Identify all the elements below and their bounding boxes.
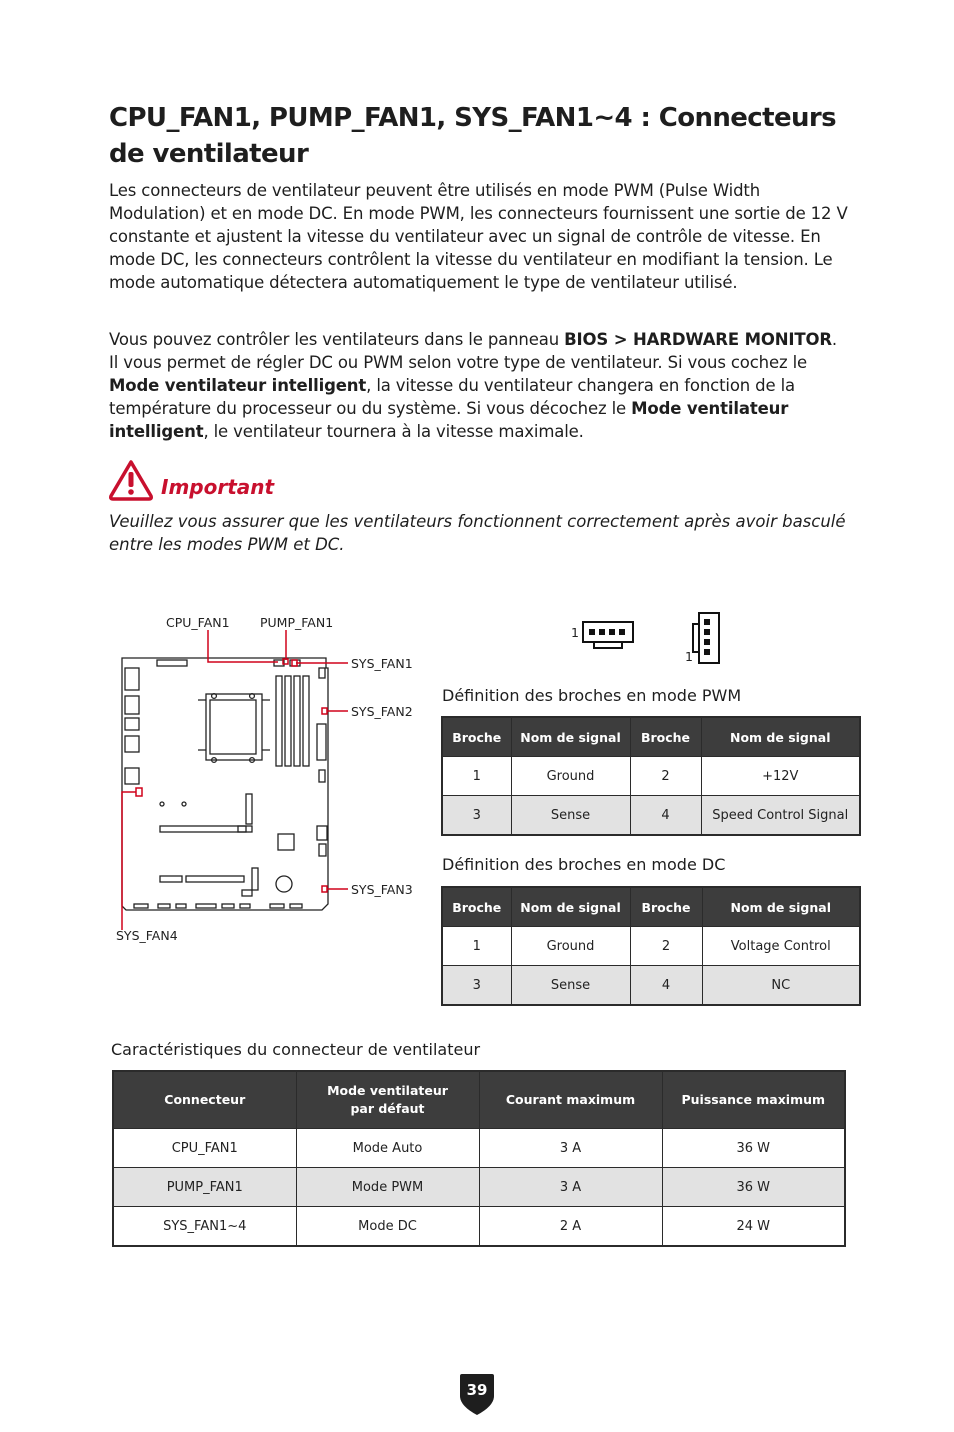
table-cell: 3 A: [479, 1168, 662, 1207]
page-number-badge: [458, 1372, 496, 1416]
page-number: 39: [466, 1381, 488, 1399]
table-cell: PUMP_FAN1: [113, 1168, 296, 1207]
table-cell: 2 A: [479, 1207, 662, 1247]
table-cell: Ground: [511, 757, 630, 796]
pwm-caption: Définition des broches en mode PWM: [442, 686, 742, 705]
table-cell: Voltage Control: [702, 927, 860, 966]
table-cell: CPU_FAN1: [113, 1129, 296, 1168]
table-row: [442, 927, 860, 966]
table-cell: Ground: [511, 927, 630, 966]
table-cell: 4: [630, 966, 702, 1006]
column-header: Broche: [442, 717, 511, 757]
column-header: Puissance maximum: [662, 1071, 845, 1129]
connector-vertical-icon: [692, 612, 722, 666]
column-header: Mode ventilateur par défaut: [296, 1071, 479, 1129]
table-cell: 4: [630, 796, 701, 836]
label-sys-fan2: SYS_FAN2: [351, 704, 413, 719]
label-cpu-fan1: CPU_FAN1: [166, 615, 230, 630]
label-sys-fan4: SYS_FAN4: [116, 928, 178, 943]
table-cell: 1: [442, 757, 511, 796]
table-cell: 1: [442, 927, 511, 966]
text-run: , le ventilateur tournera à la vitesse maximale.: [203, 422, 584, 441]
label-sys-fan1: SYS_FAN1: [351, 656, 413, 671]
column-header: Nom de signal: [511, 887, 630, 927]
smart-fan-mode: Mode ventilateur intelligent: [109, 399, 789, 441]
column-header: Broche: [630, 887, 702, 927]
pin1-marker-horizontal: 1: [571, 625, 579, 640]
spec-caption: Caractéristiques du connecteur de ventilateur: [111, 1040, 481, 1059]
table-row: [442, 796, 860, 836]
table-row: [113, 1207, 845, 1247]
table-cell: 3 A: [479, 1129, 662, 1168]
table-cell: Mode DC: [296, 1207, 479, 1247]
pin1-marker-vertical: 1: [685, 649, 693, 664]
column-header: Nom de signal: [702, 887, 860, 927]
table-row: [442, 966, 860, 1006]
warning-icon: [108, 458, 154, 502]
column-header: Nom de signal: [511, 717, 630, 757]
table-cell: 3: [442, 966, 511, 1006]
intro-paragraph: Les connecteurs de ventilateur peuvent être utilisés en mode PWM (Pulse Width Modulation) et en mode DC. En mode PWM, les connecteurs fournissent une sortie de 12 V constante et ajustent la vitesse du ventilateur avec un signal de contrôle de vitesse. En mode DC, les connecteurs contrôlent la vitesse du ventilateur en modifiant la tension. Le mode automatique détectera automatiquement le type de ventilateur utilisé.: [109, 181, 848, 292]
column-header: Courant maximum: [479, 1071, 662, 1129]
table-cell: SYS_FAN1~4: [113, 1207, 296, 1247]
table-cell: 3: [442, 796, 511, 836]
bios-path: BIOS > HARDWARE MONITOR: [564, 330, 832, 349]
dc-caption: Définition des broches en mode DC: [442, 855, 726, 874]
dc-pin-table: [441, 886, 861, 1006]
text-run: Vous pouvez contrôler les ventilateurs dans le panneau: [109, 330, 565, 349]
connector-horizontal-icon: [582, 621, 636, 651]
table-cell: 2: [630, 757, 701, 796]
column-header: Nom de signal: [701, 717, 860, 757]
important-heading: Important: [161, 475, 275, 499]
column-header: Connecteur: [113, 1071, 296, 1129]
important-note: Veuillez vous assurer que les ventilateurs fonctionnent correctement après avoir basculé entre les modes PWM et DC.: [109, 512, 846, 554]
table-cell: +12V: [701, 757, 860, 796]
table-cell: Sense: [511, 966, 630, 1006]
label-sys-fan3: SYS_FAN3: [351, 882, 413, 897]
table-cell: Sense: [511, 796, 630, 836]
table-cell: 24 W: [662, 1207, 845, 1247]
table-cell: 36 W: [662, 1129, 845, 1168]
table-cell: Mode PWM: [296, 1168, 479, 1207]
column-header: Broche: [442, 887, 511, 927]
label-pump-fan1: PUMP_FAN1: [260, 615, 334, 630]
column-header: Broche: [630, 717, 701, 757]
table-row: [442, 757, 860, 796]
pwm-pin-table: [441, 716, 861, 836]
fan-spec-table: [112, 1070, 846, 1247]
text-run: . Il vous permet de régler DC ou PWM selon votre type de ventilateur. Si vous cochez le: [109, 330, 838, 372]
smart-fan-mode: Mode ventilateur intelligent: [109, 376, 367, 395]
page-title: CPU_FAN1, PUMP_FAN1, SYS_FAN1~4 : Connecteurs de ventilateur: [109, 103, 836, 169]
text-run: , la vitesse du ventilateur changera en fonction de la température du processeur ou du système. Si vous décochez le: [109, 376, 795, 418]
table-cell: Speed Control Signal: [701, 796, 860, 836]
table-cell: NC: [702, 966, 860, 1006]
table-cell: Mode Auto: [296, 1129, 479, 1168]
bios-paragraph: [109, 328, 849, 443]
table-row: [113, 1168, 845, 1207]
table-row: [113, 1129, 845, 1168]
table-cell: 2: [630, 927, 702, 966]
table-cell: 36 W: [662, 1168, 845, 1207]
